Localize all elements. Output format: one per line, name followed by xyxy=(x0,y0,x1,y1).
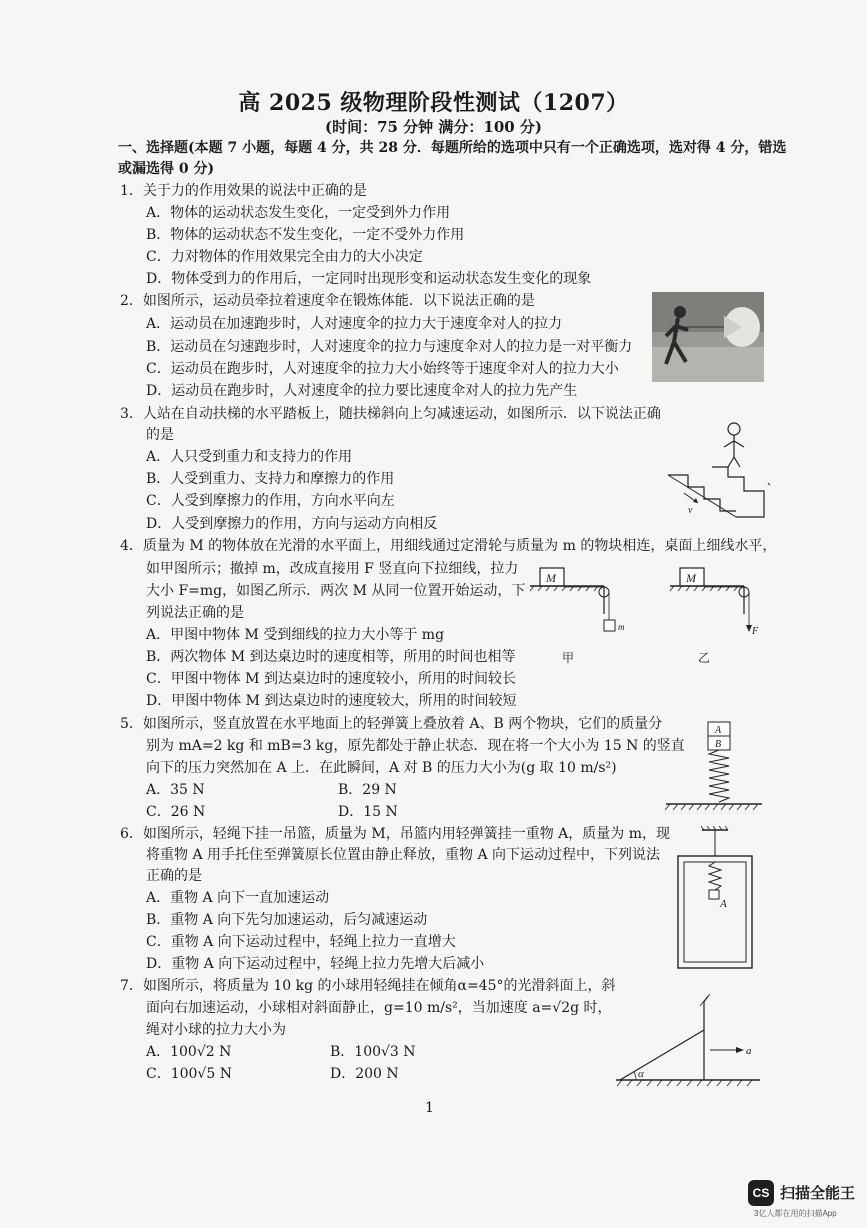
q4-option-a: A．甲图中物体 M 受到细线的拉力大小等于 mg xyxy=(146,627,445,643)
q7-incline-diagram xyxy=(612,990,764,1090)
q4-label-yi: 乙 xyxy=(698,651,711,665)
q5-block-A-label: A xyxy=(715,725,722,736)
q6-option-c: C．重物 A 向下运动过程中，轻绳上拉力一直增大 xyxy=(146,934,456,950)
q6-stem-line1: 6．如图所示，轻绳下挂一吊篮，质量为 M，吊篮内用轻弹簧挂一重物 A，质量为 m，现 xyxy=(120,826,670,842)
q4-option-c: C．甲图中物体 M 到达桌边时的速度较小，所用的时间较长 xyxy=(146,671,516,687)
q6-stem-line3: 正确的是 xyxy=(146,868,202,884)
q6-basket-diagram xyxy=(672,826,758,971)
q4-force-F: F xyxy=(752,626,759,637)
q3-escalator-diagram xyxy=(666,415,770,523)
q2-option-d: D．运动员在跑步时，人对速度伞的拉力要比速度伞对人的拉力先产生 xyxy=(146,383,578,399)
q4-block-M-jia: M xyxy=(546,571,556,585)
q7-option-a: A．100√2 N xyxy=(146,1044,232,1060)
q7-stem-line2: 面向右加速运动，小球相对斜面静止，g=10 m/s²，当加速度 a=√2g 时， xyxy=(146,1000,612,1016)
q2-stem: 2．如图所示，运动员牵拉着速度伞在锻炼体能．以下说法正确的是 xyxy=(120,293,535,309)
q4-stem-line3: 大小 F=mg，如图乙所示．两次 M 从同一位置开始运动，下 xyxy=(146,583,526,599)
q3-option-b: B．人受到重力、支持力和摩擦力的作用 xyxy=(146,471,395,487)
q6-weight-A-label: A xyxy=(720,898,727,910)
q4-stem-line2: 如甲图所示；撤掉 m，改成直接用 F 竖直向下拉细线，拉力 xyxy=(146,561,519,577)
q7-option-c: C．100√5 N xyxy=(146,1066,232,1082)
scanner-app-name: 扫描全能王 xyxy=(780,1185,856,1202)
scanner-logo: CS xyxy=(748,1180,774,1206)
scanner-tagline: 3亿人都在用的扫描App xyxy=(754,1209,837,1218)
scanner-watermark xyxy=(748,1178,856,1220)
q7-acceleration-label: a xyxy=(746,1045,752,1057)
q4-option-d: D．甲图中物体 M 到达桌边时的速度较大，所用的时间较短 xyxy=(146,693,517,709)
q4-block-m: m xyxy=(618,622,625,632)
q6-option-d: D．重物 A 向下运动过程中，轻绳上拉力先增大后减小 xyxy=(146,956,485,972)
section-heading-line1: 一、选择题(本题 7 小题，每题 4 分，共 28 分．每题所给的选项中只有一个正确选项，选对得 4 分，错选 xyxy=(118,140,787,156)
q4-stem-line4: 列说法正确的是 xyxy=(146,605,244,621)
q5-stem-line3: 向下的压力突然加在 A 上．在此瞬间，A 对 B 的压力大小为(g 取 10 m/s²) xyxy=(146,760,617,776)
exam-subtitle: (时间：75 分钟 满分：100 分) xyxy=(324,118,543,136)
q5-block-B-label: B xyxy=(715,739,722,750)
q5-option-c: C．26 N xyxy=(146,804,206,820)
q4-label-jia: 甲 xyxy=(562,651,575,665)
q5-option-d: D．15 N xyxy=(338,804,398,820)
q5-stem-line1: 5．如图所示，竖直放置在水平地面上的轻弹簧上叠放着 A、B 两个物块，它们的质量分 xyxy=(120,716,663,732)
q1-stem: 1．关于力的作用效果的说法中正确的是 xyxy=(120,183,367,199)
q3-velocity-label: v xyxy=(688,505,693,516)
q3-stem-line1: 3．人站在自动扶梯的水平踏板上，随扶梯斜向上匀减速运动，如图所示．以下说法正确 xyxy=(120,406,661,422)
q4-option-b: B．两次物体 M 到达桌边时的速度相等，所用的时间也相等 xyxy=(146,649,516,665)
q2-runner-photo xyxy=(652,292,764,382)
q4-pulley-diagrams xyxy=(526,562,766,672)
q6-stem-line2: 将重物 A 用手托住至弹簧原长位置由静止释放，重物 A 向下运动过程中，下列说法 xyxy=(146,847,661,863)
q7-option-d: D．200 N xyxy=(330,1066,399,1082)
q2-option-a: A．运动员在加速跑步时，人对速度伞的拉力大于速度伞对人的拉力 xyxy=(146,316,563,332)
q3-option-c: C．人受到摩擦力的作用，方向水平向左 xyxy=(146,493,395,509)
page-number: 1 xyxy=(425,1100,434,1116)
q6-option-a: A．重物 A 向下一直加速运动 xyxy=(146,890,330,906)
q6-option-b: B．重物 A 向下先匀加速运动，后匀减速运动 xyxy=(146,912,428,928)
q7-option-b: B．100√3 N xyxy=(330,1044,416,1060)
q1-option-c: C．力对物体的作用效果完全由力的大小决定 xyxy=(146,249,423,265)
exam-title: 高 2025 级物理阶段性测试（1207） xyxy=(238,90,629,116)
q5-spring-blocks-diagram xyxy=(664,720,764,820)
q1-option-a: A．物体的运动状态发生变化，一定受到外力作用 xyxy=(146,205,451,221)
q3-stem-line2: 的是 xyxy=(146,427,174,443)
q4-stem-line1: 4．质量为 M 的物体放在光滑的水平面上，用细线通过定滑轮与质量为 m 的物块相连，桌面上细线水平， xyxy=(120,538,777,554)
q1-option-b: B．物体的运动状态不发生变化，一定不受外力作用 xyxy=(146,227,465,243)
section-heading-line2: 或漏选得 0 分) xyxy=(118,161,215,177)
q1-option-d: D．物体受到力的作用后，一定同时出现形变和运动状态发生变化的现象 xyxy=(146,271,592,287)
q3-option-a: A．人只受到重力和支持力的作用 xyxy=(146,449,353,465)
q7-stem-line3: 绳对小球的拉力大小为 xyxy=(146,1022,286,1038)
q5-stem-line2: 别为 mA=2 kg 和 mB=3 kg，原先都处于静止状态．现在将一个大小为 15 N 的竖直 xyxy=(146,738,685,754)
q7-stem-line1: 7．如图所示，将质量为 10 kg 的小球用轻绳挂在倾角α=45°的光滑斜面上，斜 xyxy=(120,978,616,994)
q3-option-d: D．人受到摩擦力的作用，方向与运动方向相反 xyxy=(146,516,438,532)
q7-angle-alpha: α xyxy=(638,1068,644,1080)
q2-option-b: B．运动员在匀速跑步时，人对速度伞的拉力与速度伞对人的拉力是一对平衡力 xyxy=(146,339,633,355)
q5-option-b: B．29 N xyxy=(338,782,397,798)
q2-option-c: C．运动员在跑步时，人对速度伞的拉力大小始终等于速度伞对人的拉力大小 xyxy=(146,361,619,377)
q4-block-M-yi: M xyxy=(686,571,696,585)
q5-option-a: A．35 N xyxy=(146,782,205,798)
